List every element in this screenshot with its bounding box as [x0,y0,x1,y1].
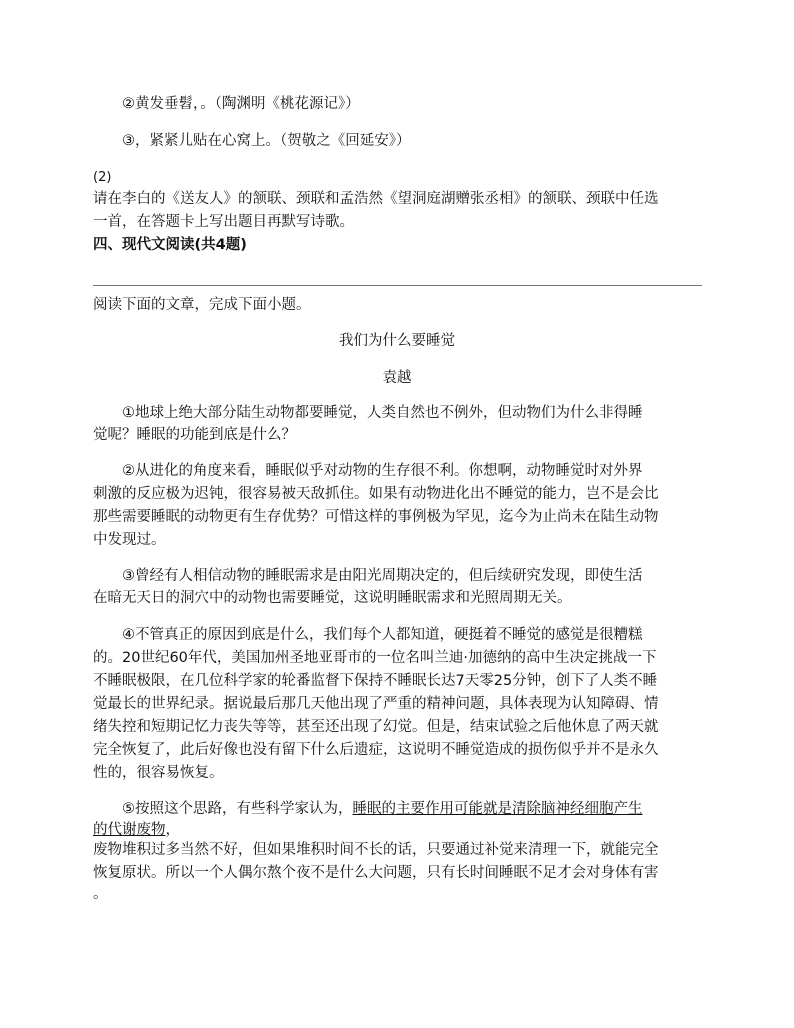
paragraph-line: 的。20世纪60年代，美国加州圣地亚哥市的一位名叫兰迪·加德纳的高中生决定挑战一下 [93,650,657,666]
article-author: 袁越 [382,370,412,386]
paragraph-line: 性的，很容易恢复。 [93,765,224,781]
recitation-item-2: ②黄发垂髫，。（陶渊明《桃花源记》） [122,96,360,112]
article-title: 我们为什么要睡觉 [339,333,455,349]
paragraph-line [122,799,643,819]
reading-instruction: 阅读下面的文章，完成下面小题。 [93,297,311,313]
paragraph-lead-text: ⑤按照这个思路，有些科学家认为， [122,801,353,817]
paragraph-line: 中发现过。 [93,532,166,548]
paragraph-punctuation: ， [165,822,180,838]
paragraph-line: ④不管真正的原因到底是什么，我们每个人都知道，硬挺着不睡觉的感觉是很糟糕 [122,627,643,643]
recitation-item-3: ③，紧紧儿贴在心窝上。（贺敬之《回延安》） [122,133,411,149]
paragraph-line: 那些需要睡眠的动物更有生存优势？可惜这样的事例极为罕见，迄今为止尚未在陆生动物 [93,509,659,525]
question-text-line: 请在李白的《送友人》的颔联、颈联和孟浩然《望洞庭湖赠张丞相》的颔联、颈联中任选 [93,191,659,207]
paragraph-line: 在暗无天日的洞穴中的动物也需要睡觉，这说明睡眠需求和光照周期无关。 [93,590,572,606]
question-number: (2) [93,170,112,185]
paragraph-line: 完全恢复了，此后好像也没有留下什么后遗症，这说明不睡觉造成的损伤似乎并不是永久 [93,742,659,758]
paragraph-line [93,820,180,840]
paragraph-line: ③曾经有人相信动物的睡眠需求是由阳光周期决定的，但后续研究发现，即使生活 [122,568,643,584]
paragraph-line: 刺激的反应极为迟钝，很容易被天敌抓住。如果有动物进化出不睡觉的能力，岂不是会比 [93,486,659,502]
paragraph-line: 。 [93,886,108,902]
paragraph-line: 觉呢？睡眠的功能到底是什么？ [93,427,296,443]
paragraph-line: 绪失控和短期记忆力丧失等等，甚至还出现了幻觉。但是，结束试验之后他休息了两天就 [93,719,659,735]
paragraph-line: 不睡眠极限，在几位科学家的轮番监督下保持不睡眠长达7天零25分钟，创下了人类不睡 [93,673,658,689]
paragraph-line: 觉最长的世界纪录。据说最后那几天他出现了严重的精神问题，具体表现为认知障碍、情 [93,696,659,712]
paragraph-line: 废物堆积过多当然不好，但如果堆积时间不长的话，只要通过补觉来清理一下，就能完全 [93,842,659,858]
paragraph-line: 恢复原状。所以一个人偶尔熬个夜不是什么大问题，只有长时间睡眠不足才会对身体有害 [93,865,659,881]
paragraph-line: ①地球上绝大部分陆生动物都要睡觉，人类自然也不例外，但动物们为什么非得睡 [122,405,643,421]
section-heading: 四、现代文阅读(共4题) [93,237,247,253]
underlined-sentence: 的代谢废物 [93,822,166,838]
divider [93,285,702,286]
question-text-line: 一首，在答题卡上写出题目再默写诗歌。 [93,214,354,230]
paragraph-line: ②从进化的角度来看，睡眠似乎对动物的生存很不利。你想啊，动物睡觉时对外界 [122,463,643,479]
underlined-sentence: 睡眠的主要作用可能就是清除脑神经细胞产生 [352,801,643,817]
